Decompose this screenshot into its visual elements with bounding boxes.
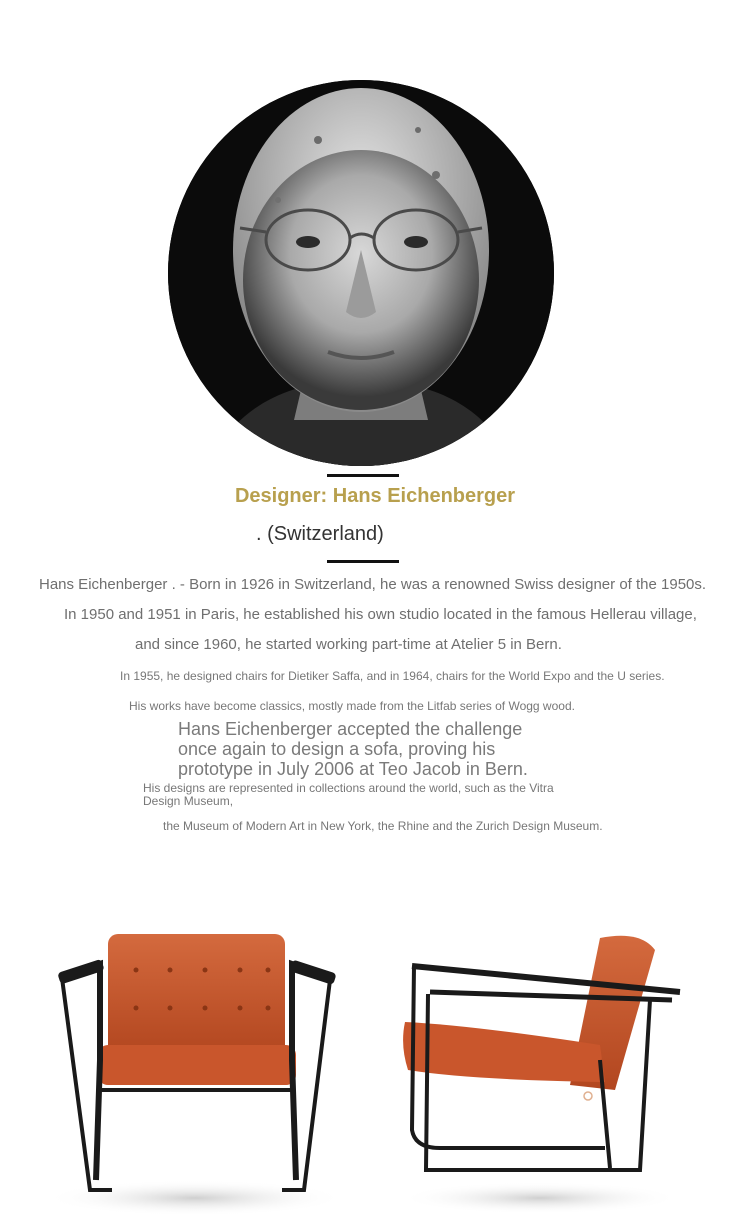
designer-title: Designer: Hans Eichenberger <box>234 485 516 507</box>
designer-portrait <box>168 80 554 466</box>
portrait-image <box>168 80 554 466</box>
front-chair <box>45 934 345 1216</box>
divider-top <box>327 474 399 477</box>
bio-line-5: His works have become classics, mostly made from the Litfab series of Wogg wood. <box>129 699 575 713</box>
bio-line-6: His designs are represented in collections around the world, such as the Vitra Design Museum, <box>143 781 554 808</box>
designer-country: . (Switzerland) <box>256 523 384 545</box>
divider-bottom <box>327 560 399 563</box>
bio-highlight: Hans Eichenberger accepted the challenge once again to design a sofa, proving his prototype in July 2006 at Teo Jacob in Bern. <box>178 719 528 779</box>
bio-line-1: Hans Eichenberger . - Born in 1926 in Switzerland, he was a renowned Swiss designer of the 1950s. <box>39 576 707 593</box>
bio-line-4: In 1955, he designed chairs for Dietiker Saffa, and in 1964, chairs for the World Expo and the U series. <box>120 669 665 683</box>
chairs-image <box>0 900 750 1224</box>
bio-line-7: the Museum of Modern Art in New York, the Rhine and the Zurich Design Museum. <box>163 819 603 833</box>
bio-line-2: In 1950 and 1951 in Paris, he established his own studio located in the famous Hellerau village, <box>64 606 697 623</box>
bio-line-3: and since 1960, he started working part-time at Atelier 5 in Bern. <box>135 636 562 653</box>
side-chair <box>400 936 680 1214</box>
